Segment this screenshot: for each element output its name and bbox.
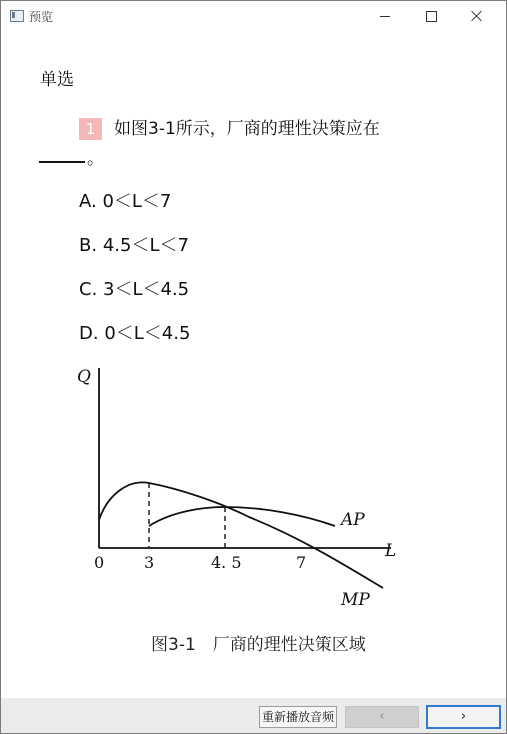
option-text: 0＜L＜4.5 [104, 323, 191, 344]
option-label: A. [79, 191, 97, 212]
chevron-left-icon: ‹ [379, 709, 385, 724]
tick-label: 4. 5 [211, 553, 242, 572]
bottom-toolbar [1, 698, 506, 733]
option-text: 3＜L＜4.5 [103, 279, 190, 300]
production-curve-figure [61, 356, 441, 616]
x-axis-label: L [385, 541, 397, 561]
tick-label: 7 [296, 553, 307, 572]
option-b[interactable] [79, 231, 189, 257]
question-text: 如图3-1所示，厂商的理性决策应在 [114, 119, 380, 139]
app-window-icon [10, 10, 24, 22]
close-button[interactable] [454, 1, 500, 31]
option-label: B. [79, 235, 98, 256]
maximize-icon [426, 11, 437, 22]
next-button[interactable] [426, 705, 501, 729]
mp-curve-label: MP [341, 590, 370, 610]
question-type-label: 单选 [40, 70, 74, 90]
option-d[interactable] [79, 319, 190, 345]
replay-audio-button[interactable]: 重新播放音频 [259, 706, 337, 728]
close-icon [471, 10, 483, 22]
figure-caption: 图3-1 厂商的理性决策区域 [151, 635, 366, 655]
option-label: C. [79, 279, 98, 300]
question-number-badge: 1 [79, 118, 102, 140]
option-text: 0＜L＜7 [102, 191, 172, 212]
mp-curve [99, 482, 383, 588]
chevron-right-icon: › [460, 709, 467, 724]
maximize-button[interactable] [408, 1, 454, 31]
option-label: D. [79, 323, 99, 344]
question-suffix: 。 [87, 149, 104, 169]
answer-blank [39, 161, 85, 163]
ap-curve [149, 507, 335, 526]
title-bar [1, 1, 506, 31]
option-text: 4.5＜L＜7 [102, 235, 189, 256]
minimize-icon [380, 16, 390, 17]
previous-button[interactable] [345, 706, 419, 728]
tick-label: 3 [144, 553, 155, 572]
window-title: 预览 [29, 10, 54, 24]
minimize-button[interactable] [362, 1, 408, 31]
option-c[interactable] [79, 275, 189, 301]
tick-label: 0 [94, 553, 105, 572]
option-a[interactable] [79, 187, 171, 213]
y-axis-label: Q [77, 367, 91, 387]
ap-curve-label: AP [341, 510, 365, 530]
